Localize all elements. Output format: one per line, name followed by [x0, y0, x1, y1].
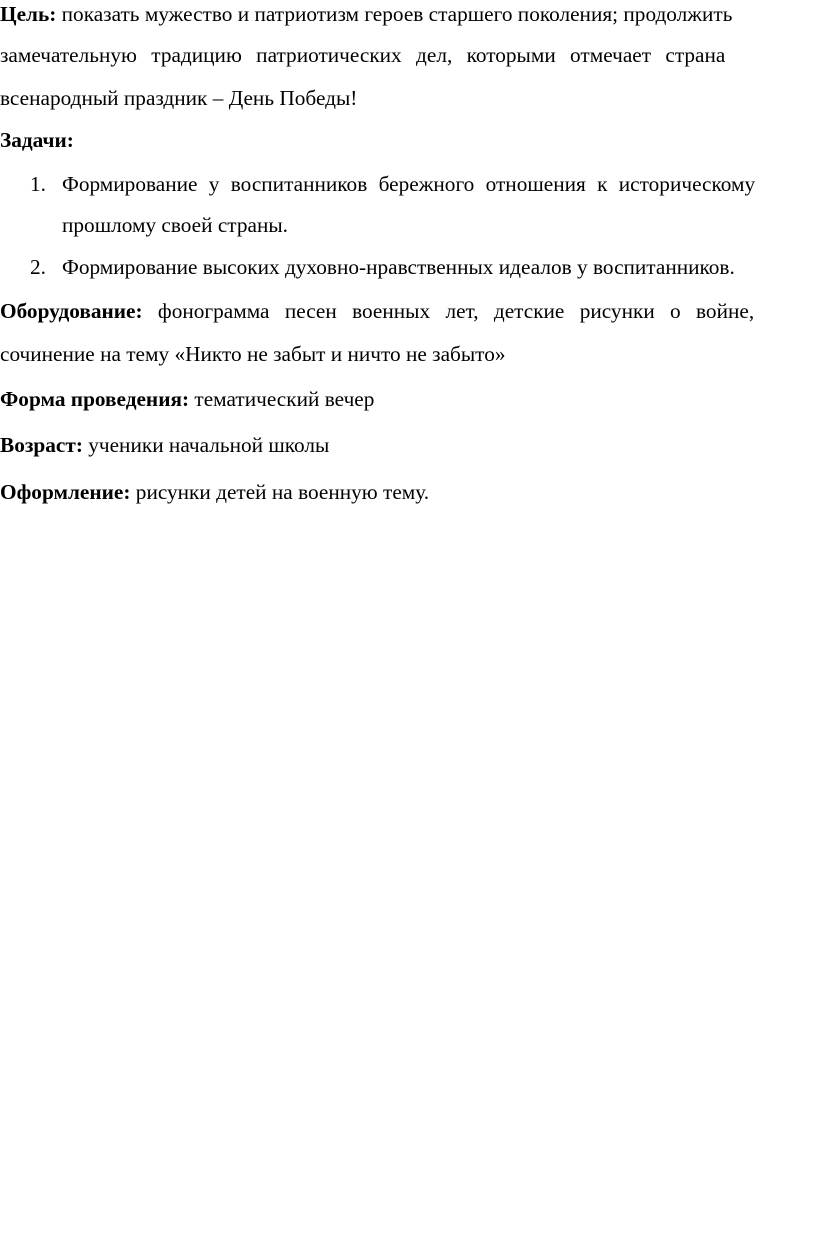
list-item-number: 1. — [30, 172, 46, 196]
list-item-text-line-2: прошлому своей страны. — [62, 213, 289, 237]
goal-text-line-3: всенародный праздник – День Победы! — [0, 86, 358, 110]
tasks-heading: Задачи: — [0, 128, 74, 152]
goal-label: Цель: — [0, 2, 57, 26]
design-paragraph — [0, 479, 816, 505]
list-item-number: 2. — [30, 255, 46, 279]
equipment-text-line-1: фонограмма песен военных лет, детские рисунки о войне, — [157, 299, 755, 323]
goal-text-line-2: замечательную традицию патриотических дел, которыми отмечает страна — [0, 43, 726, 67]
age-label: Возраст: — [0, 433, 83, 457]
design-label: Оформление: — [0, 480, 131, 504]
equipment-label: Оборудование: — [0, 299, 143, 323]
list-item-text-line-1: Формирование у воспитанников бережного отношения к историческому — [62, 172, 756, 196]
design-text: рисунки детей на военную тему. — [135, 480, 430, 504]
equipment-text-line-2: сочинение на тему «Никто не забыт и ничто не забыто» — [0, 342, 506, 366]
age-text: ученики начальной школы — [88, 433, 330, 457]
form-paragraph — [0, 386, 816, 412]
age-paragraph — [0, 432, 816, 458]
list-item-text-line-1: Формирование высоких духовно-нравственных идеалов у воспитанников. — [62, 255, 735, 279]
form-label: Форма проведения: — [0, 387, 190, 411]
goal-text-line-1: показать мужество и патриотизм героев старшего поколения; продолжить — [61, 2, 733, 26]
form-text: тематический вечер — [194, 387, 375, 411]
